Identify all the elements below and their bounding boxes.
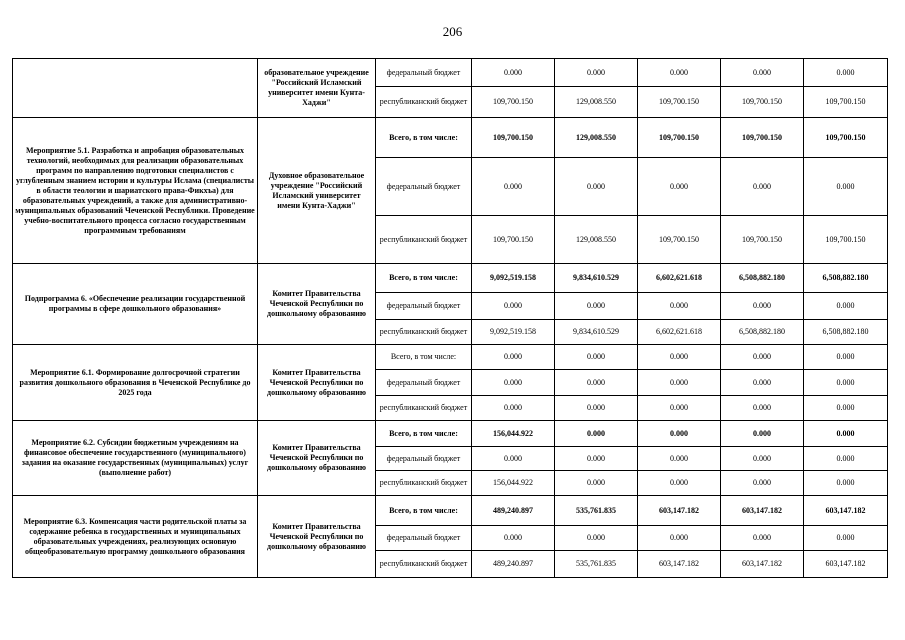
amount-cell: 109,700.150	[472, 118, 555, 158]
amount-cell: 6,602,621.618	[638, 264, 721, 293]
amount-cell: 0.000	[472, 447, 555, 471]
amount-cell: 0.000	[804, 421, 888, 447]
table-row	[13, 421, 888, 447]
amount-cell: 109,700.150	[804, 118, 888, 158]
amount-cell: 0.000	[721, 59, 804, 87]
amount-cell: 109,700.150	[721, 118, 804, 158]
amount-cell: 0.000	[638, 526, 721, 551]
table-row	[13, 496, 888, 526]
amount-cell: 0.000	[721, 396, 804, 421]
program-name-cell: Мероприятие 5.1. Разработка и апробация образовательных технологий, необходимых для реализации образовательных программ по направлению подготовки специалистов с углубленным знанием истории и культуры Ислама (специалисты в области теологии и шариатского права-Фикхъа) для образовательных учреждений, а также для административно-муниципальных образований Чеченской Республики. Проведение учебно-воспитательного процесса согласно государственным программным требованиям	[13, 118, 258, 264]
amount-cell: 0.000	[638, 293, 721, 320]
amount-cell: 0.000	[638, 158, 721, 216]
amount-cell: 0.000	[721, 293, 804, 320]
amount-cell: 6,508,882.180	[804, 320, 888, 345]
amount-cell: 489,240.897	[472, 496, 555, 526]
program-name-cell	[13, 59, 258, 118]
amount-cell: 0.000	[555, 370, 638, 396]
amount-cell: 0.000	[472, 345, 555, 370]
amount-cell: 0.000	[804, 158, 888, 216]
funding-source-cell: федеральный бюджет	[376, 158, 472, 216]
amount-cell: 0.000	[721, 526, 804, 551]
executor-cell: образовательное учреждение "Российский Исламский университет имени Кунта-Хаджи"	[258, 59, 376, 118]
amount-cell: 603,147.182	[638, 496, 721, 526]
amount-cell: 0.000	[638, 471, 721, 496]
amount-cell: 0.000	[555, 158, 638, 216]
funding-source-cell: республиканский бюджет	[376, 396, 472, 421]
program-name-cell: Мероприятие 6.2. Субсидии бюджетным учреждениям на финансовое обеспечение государственного (муниципального) задания на оказание государственных (муниципальных) услуг (выполнение работ)	[13, 421, 258, 496]
program-name-cell: Мероприятие 6.3. Компенсация части родительской платы за содержание ребенка в государственных и муниципальных образовательных учреждениях, реализующих основную общеобразовательную программу дошкольного образования	[13, 496, 258, 578]
amount-cell: 0.000	[555, 471, 638, 496]
amount-cell: 0.000	[638, 447, 721, 471]
funding-source-cell: Всего, в том числе:	[376, 264, 472, 293]
amount-cell: 0.000	[721, 421, 804, 447]
amount-cell: 0.000	[472, 396, 555, 421]
amount-cell: 0.000	[721, 447, 804, 471]
executor-cell: Комитет Правительства Чеченской Республики по дошкольному образованию	[258, 345, 376, 421]
amount-cell: 6,508,882.180	[721, 264, 804, 293]
amount-cell: 603,147.182	[721, 551, 804, 578]
amount-cell: 0.000	[804, 345, 888, 370]
funding-source-cell: федеральный бюджет	[376, 447, 472, 471]
amount-cell: 6,508,882.180	[804, 264, 888, 293]
amount-cell: 9,834,610.529	[555, 264, 638, 293]
amount-cell: 0.000	[721, 471, 804, 496]
amount-cell: 0.000	[721, 158, 804, 216]
page-number: 206	[442, 24, 463, 39]
funding-source-cell: федеральный бюджет	[376, 59, 472, 87]
amount-cell: 0.000	[472, 370, 555, 396]
amount-cell: 535,761.835	[555, 496, 638, 526]
amount-cell: 129,008.550	[555, 118, 638, 158]
amount-cell: 0.000	[555, 447, 638, 471]
funding-source-cell: Всего, в том числе:	[376, 421, 472, 447]
amount-cell: 109,700.150	[721, 87, 804, 118]
amount-cell: 0.000	[804, 396, 888, 421]
amount-cell: 603,147.182	[804, 551, 888, 578]
amount-cell: 109,700.150	[721, 216, 804, 264]
executor-cell: Комитет Правительства Чеченской Республики по дошкольному образованию	[258, 421, 376, 496]
amount-cell: 0.000	[638, 370, 721, 396]
amount-cell: 0.000	[638, 396, 721, 421]
budget-table	[12, 58, 888, 578]
funding-source-cell: республиканский бюджет	[376, 471, 472, 496]
table-row	[13, 345, 888, 370]
table-row	[13, 264, 888, 293]
table-row	[13, 118, 888, 158]
amount-cell: 129,008.550	[555, 87, 638, 118]
amount-cell: 0.000	[804, 370, 888, 396]
amount-cell: 0.000	[472, 158, 555, 216]
amount-cell: 109,700.150	[472, 216, 555, 264]
amount-cell: 0.000	[804, 447, 888, 471]
amount-cell: 0.000	[721, 370, 804, 396]
amount-cell: 0.000	[555, 345, 638, 370]
amount-cell: 9,092,519.158	[472, 264, 555, 293]
amount-cell: 0.000	[555, 526, 638, 551]
amount-cell: 156,044.922	[472, 421, 555, 447]
amount-cell: 489,240.897	[472, 551, 555, 578]
amount-cell: 0.000	[472, 59, 555, 87]
amount-cell: 0.000	[804, 59, 888, 87]
amount-cell: 109,700.150	[638, 118, 721, 158]
amount-cell: 0.000	[638, 59, 721, 87]
executor-cell: Комитет Правительства Чеченской Республики по дошкольному образованию	[258, 264, 376, 345]
amount-cell: 0.000	[555, 293, 638, 320]
amount-cell: 129,008.550	[555, 216, 638, 264]
amount-cell: 9,092,519.158	[472, 320, 555, 345]
amount-cell: 0.000	[555, 396, 638, 421]
funding-source-cell: федеральный бюджет	[376, 526, 472, 551]
amount-cell: 109,700.150	[472, 87, 555, 118]
executor-cell: Комитет Правительства Чеченской Республики по дошкольному образованию	[258, 496, 376, 578]
amount-cell: 109,700.150	[804, 216, 888, 264]
amount-cell: 0.000	[555, 59, 638, 87]
amount-cell: 0.000	[638, 345, 721, 370]
amount-cell: 0.000	[804, 471, 888, 496]
amount-cell: 109,700.150	[638, 216, 721, 264]
executor-cell: Духовное образовательное учреждение "Российский Исламский университет имени Кунта-Хаджи"	[258, 118, 376, 264]
funding-source-cell: республиканский бюджет	[376, 87, 472, 118]
funding-source-cell: республиканский бюджет	[376, 216, 472, 264]
amount-cell: 603,147.182	[804, 496, 888, 526]
program-name-cell: Мероприятие 6.1. Формирование долгосрочной стратегии развития дошкольного образования в Чеченской Республике до 2025 года	[13, 345, 258, 421]
amount-cell: 0.000	[472, 293, 555, 320]
amount-cell: 109,700.150	[804, 87, 888, 118]
funding-source-cell: федеральный бюджет	[376, 293, 472, 320]
program-name-cell: Подпрограмма 6. «Обеспечение реализации государственной программы в сфере дошкольного образования»	[13, 264, 258, 345]
amount-cell: 0.000	[804, 526, 888, 551]
amount-cell: 109,700.150	[638, 87, 721, 118]
funding-source-cell: республиканский бюджет	[376, 551, 472, 578]
amount-cell: 535,761.835	[555, 551, 638, 578]
funding-source-cell: Всего, в том числе:	[376, 118, 472, 158]
amount-cell: 603,147.182	[638, 551, 721, 578]
funding-source-cell: Всего, в том числе:	[376, 496, 472, 526]
amount-cell: 0.000	[472, 526, 555, 551]
amount-cell: 6,508,882.180	[721, 320, 804, 345]
funding-source-cell: Всего, в том числе:	[376, 345, 472, 370]
amount-cell: 0.000	[555, 421, 638, 447]
amount-cell: 9,834,610.529	[555, 320, 638, 345]
amount-cell: 0.000	[638, 421, 721, 447]
funding-source-cell: республиканский бюджет	[376, 320, 472, 345]
amount-cell: 0.000	[721, 345, 804, 370]
amount-cell: 156,044.922	[472, 471, 555, 496]
funding-source-cell: федеральный бюджет	[376, 370, 472, 396]
amount-cell: 6,602,621.618	[638, 320, 721, 345]
table-row	[13, 59, 888, 87]
amount-cell: 0.000	[804, 293, 888, 320]
amount-cell: 603,147.182	[721, 496, 804, 526]
